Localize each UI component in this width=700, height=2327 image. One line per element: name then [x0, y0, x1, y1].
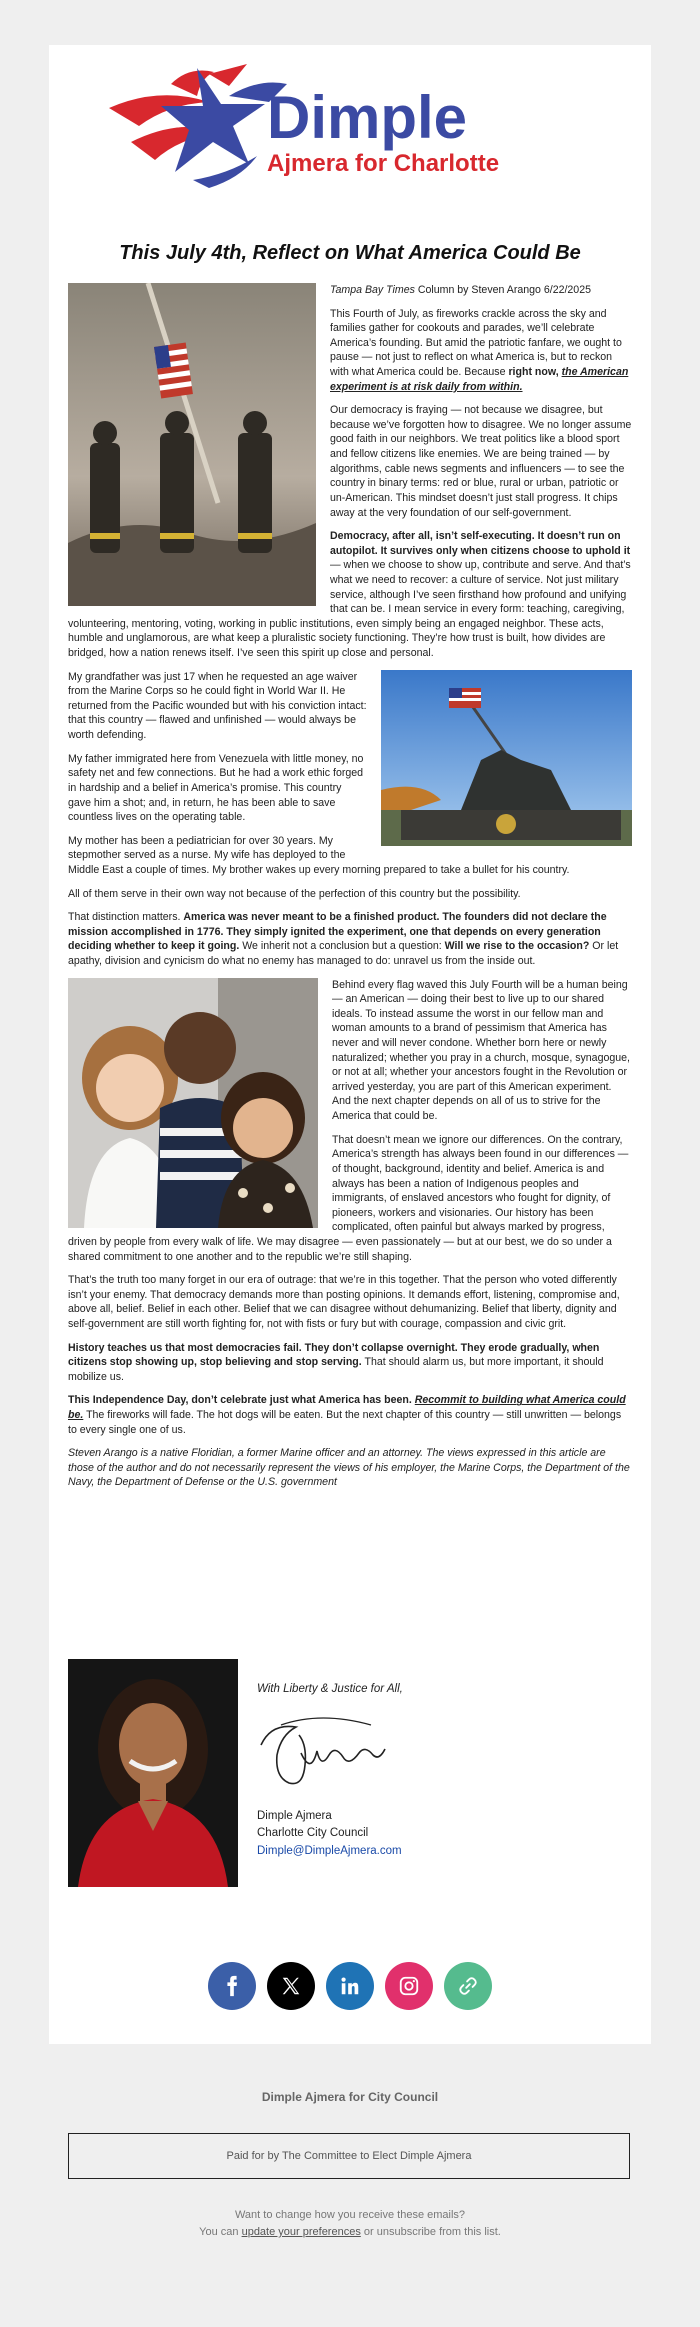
- signature-block: [257, 1681, 403, 1861]
- instagram-button[interactable]: [385, 1962, 433, 2010]
- paragraph: My father immigrated here from Venezuela with little money, no safety net and few connections. But he had a work ethic forged in hardship and a belief in America’s promise. This country gave him a shot; and, in return, he has been able to save countless lives on the operating table.: [68, 752, 364, 824]
- facebook-button[interactable]: [208, 1962, 256, 2010]
- paid-for-notice: Paid for by The Committee to Elect Dimple Ajmera: [68, 2133, 630, 2179]
- byline: Tampa Bay Times Column by Steven Arango 6/22/2025: [330, 284, 591, 296]
- star-flag-graphic: [109, 64, 287, 188]
- signer-title: Charlotte City Council: [257, 1827, 369, 1840]
- iwo-jima-memorial-photo: [381, 670, 632, 846]
- instagram-icon: [398, 1975, 420, 1997]
- paragraph: My mother has been a pediatrician for over 30 years. My stepmother served as a nurse. My wife has deployed to the Middle East a couple of times. My brother wakes up every morning prepared to take a bullet for his country.: [68, 834, 570, 876]
- website-link-button[interactable]: [444, 1962, 492, 2010]
- signer-email-link[interactable]: Dimple@DimpleAjmera.com: [257, 1845, 402, 1858]
- logo-tagline: Ajmera for Charlotte: [267, 150, 500, 177]
- update-preferences-link[interactable]: update your preferences: [241, 2226, 361, 2239]
- page-title: This July 4th, Reflect on What America Could Be: [119, 242, 581, 264]
- campaign-logo: [109, 56, 599, 201]
- paragraph: That doesn’t mean we ignore our differences. On the contrary, America’s strength has always been found in our differences — of thought, background, identity and belief. America is and always has been a nation of Indigenous peoples and immigrants, of enslaved ancestors who fought for dignity, of pioneers, workers and visionaries. Our history has been complicated, often painful but always marked by progress, driven by people from every walk of life. We may disagree — even passionately — but at our best, we do so under a shared commitment to one another and to the republic we’re still shaping.: [68, 1133, 629, 1263]
- paragraph: Our democracy is fraying — not because we disagree, but because we’ve forgotten how to disagree. We no longer assume good faith in our neighbors. We treat politics like a blood sport and fellow citizens like enemies. We are being trained — by algorithms, cable news segments and influencers — to see the country in binary terms: red or blue, rural or urban, patriotic or un-American. This mindset doesn’t just stall progress. It chips away at the very foundation of our self-government.: [330, 404, 632, 519]
- paragraph: That distinction matters. America was never meant to be a finished product. The founders did not declare the mission accomplished in 1776. They simply ignited the experiment, one that depends on every generation deciding whether to keep it going. We inherit not a conclusion but a question: Will we rise to the occasion? Or let apathy, division and cynicism do what no enemy has managed to do: unravel us from the inside out.: [68, 911, 619, 967]
- email-preferences: Want to change how you receive these emails? You can update your preferences or unsubscribe from this list.: [199, 2209, 501, 2239]
- children-photo: [68, 978, 318, 1228]
- logo-name: Dimple: [267, 84, 468, 151]
- paragraph: History teaches us that most democracies fail. They don’t collapse overnight. They erode gradually, when citizens stop showing up, stop believing and stop serving. That should alarm us, but more important, it should mobilize us.: [68, 1341, 604, 1383]
- x-button[interactable]: [267, 1962, 315, 2010]
- paragraph: That’s the truth too many forget in our era of outrage: that we’re in this together. That the person who voted differently isn’t your enemy. That democracy demands more than posting opinions. It demands effort, listening, compromise and, above all, belief. Belief in each other. Belief that we can disagree without dehumanizing. Belief that liberty, dignity and self-government are still worth fighting for, not with fists or fury but with courage, compassion and civic grit.: [68, 1274, 620, 1330]
- paragraph: All of them serve in their own way not because of the perfection of this country but the possibility.: [68, 887, 521, 900]
- handwritten-signature: [251, 1705, 391, 1795]
- closing-line: With Liberty & Justice for All,: [257, 1683, 403, 1695]
- linkedin-icon: [339, 1975, 361, 1997]
- author-disclaimer: Steven Arango is a native Floridian, a former Marine officer and an attorney. The views expressed in this article are those of the author and do not necessarily represent the views of his employer, the Marine Corps, the Department of the Navy, the Department of Defense or the U.S. government: [68, 1447, 630, 1489]
- paragraph: My grandfather was just 17 when he requested an age waiver from the Marine Corps so he could fight in World War II. He returned from the Pacific wounded but with his conviction intact: that this country — flawed and unfinished — would always be worth defending.: [68, 670, 367, 742]
- linkedin-button[interactable]: [326, 1962, 374, 2010]
- link-icon: [457, 1975, 479, 1997]
- email-card: [49, 45, 651, 2044]
- social-links: [208, 1962, 492, 2010]
- signer-name: Dimple Ajmera: [257, 1809, 332, 1822]
- candidate-portrait: [68, 1659, 238, 1887]
- paragraph: This Fourth of July, as fireworks crackle across the sky and families gather for cookouts and parades, we’ll celebrate America’s founding. But amid the patriotic fanfare, we ought to pause — not just to reflect on what America is, but to reckon with what America could be. Because right now, the American experiment is at risk daily from within.: [330, 307, 629, 393]
- paragraph: This Independence Day, don’t celebrate just what America has been. Recommit to building what America could be. The fireworks will fade. The hot dogs will be eaten. But the next chapter of this country — still unwritten — belongs to every single one of us.: [68, 1394, 626, 1436]
- firefighters-flag-photo: [68, 283, 316, 606]
- footer-org-name: Dimple Ajmera for City Council: [261, 2090, 439, 2104]
- x-icon: [280, 1975, 302, 1997]
- article-body: [68, 283, 632, 1499]
- facebook-icon: [221, 1975, 243, 1997]
- paragraph: Behind every flag waved this July Fourth will be a human being — an American — doing their best to live up to our shared ideals. To instead assume the worst in our fellow man and woman amounts to a brand of pessimism that America has never and will never condone. Whether born here or newly naturalized; whether you pray in a church, mosque, synagogue, or not at all; whether your ancestors fought in the Revolution or arrived yesterday, you are part of this American experiment. And the next chapter depends on all of us to strive for the America that could be.: [332, 978, 630, 1123]
- paragraph: Democracy, after all, isn’t self-executing. It doesn’t run on autopilot. It survives only when citizens choose to uphold it — when we choose to show up, contribute and serve. And that’s what we need to recover: a culture of service. Not just military service, although I’ve seen firsthand how profound and unifying that can be. I mean service in every form: teaching, caregiving, volunteering, mentoring, voting, working in public institutions, even simply being an engaged neighbor. These acts, humble and unglamorous, are what keep a pluralistic society functioning. They’re how trust is built, how divides are bridged, how a nation renews itself. I’ve seen this spirit up close and personal.: [68, 530, 631, 660]
